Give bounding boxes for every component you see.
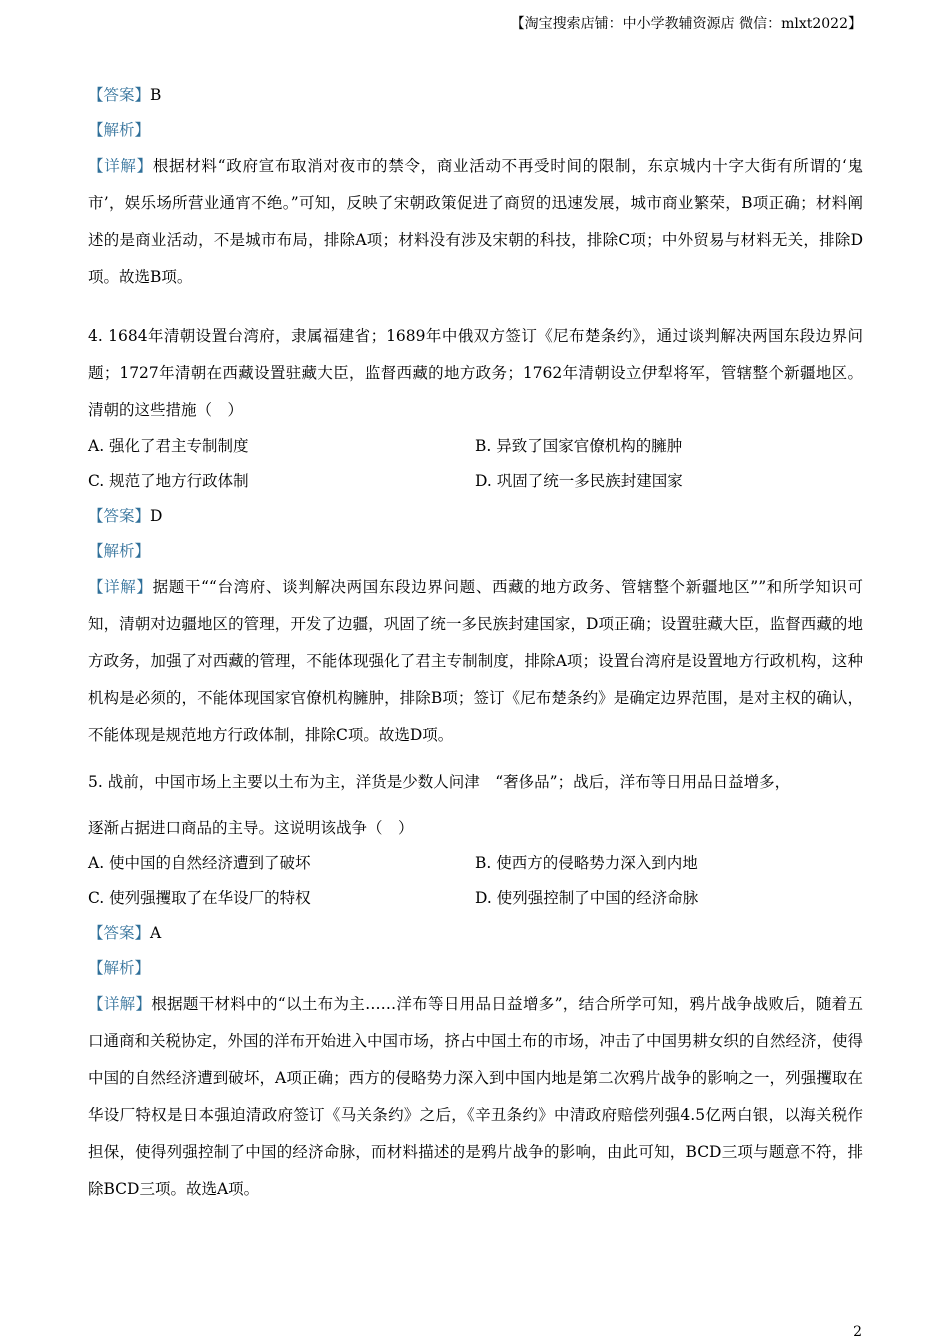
q5-stem-line-1: 5. 战前，中国市场上主要以土布为主，洋货是少数人问津 “奢侈品”；战后，洋布等日用品日益增多， (88, 773, 791, 791)
document-body (88, 78, 863, 1208)
q5-option-c: C. 使列强攫取了在华设厂的特权 (88, 889, 311, 907)
q4-option-b: B. 异致了国家官僚机构的臃肿 (475, 437, 683, 455)
q5-stem-line-2: 逐渐占据进口商品的主导。这说明该战争（ ） (88, 819, 414, 837)
answer-tag: 【答案】 (88, 507, 151, 525)
q4-stem: 4. 1684年清朝设置台湾府，隶属福建省；1689年中俄双方签订《尼布楚条约》，通过谈判解决两国东段边界问题；1727年清朝在西藏设置驻藏大臣，监督西藏的地方政务；1762年清朝设立伊犁将军，管辖整个新疆地区。清朝的这些措施（ ） (88, 327, 863, 419)
q4-option-c: C. 规范了地方行政体制 (88, 472, 249, 490)
q4-options-row-1 (88, 429, 863, 464)
detail-text: 根据题干材料中的“以土布为主……洋布等日用品日益增多”，结合所学可知，鸦片战争战败后，随着五口通商和关税协定，外国的洋布开始进入中国市场，挤占中国土布的市场，冲击了中国男耕女织的自然经济，使得中国的自然经济遭到破坏，A项正确；西方的侵略势力深入到中国内地是第二次鸦片战争的影响之一，列强攫取在华设厂特权是日本强迫清政府签订《马关条约》之后，《辛丑条约》中清政府赔偿列强4.5亿两白银，以海关税作担保，使得列强控制了中国的经济命脉，而材料描述的是鸦片战争的影响，由此可知，BCD三项与题意不符，排除BCD三项。故选A项。 (88, 995, 864, 1198)
detail-tag: 【详解】 (88, 995, 152, 1013)
detail-text: 根据材料“政府宣布取消对夜市的禁令，商业活动不再受时间的限制，东京城内十字大街有所谓的‘鬼市’，娱乐场所营业通宵不绝。”可知，反映了宋朝政策促进了商贸的迅速发展，城市商业繁荣，B项正确；材料阐述的是商业活动，不是城市布局，排除A项；材料没有涉及宋朝的科技，排除C项；中外贸易与材料无关，排除D项。故选B项。 (88, 157, 863, 286)
q3-detail (88, 148, 863, 296)
detail-tag: 【详解】 (88, 578, 153, 596)
q5-option-d: D. 使列强控制了中国的经济命脉 (475, 889, 699, 907)
q4-answer (88, 499, 863, 534)
answer-value: D (150, 507, 163, 525)
q4-option-d: D. 巩固了统一多民族封建国家 (475, 472, 683, 490)
q3-analysis-heading (88, 113, 863, 148)
q5-detail (88, 986, 863, 1208)
detail-tag: 【详解】 (88, 157, 153, 175)
page-header: 【淘宝搜索店铺：中小学教辅资源店 微信：mlxt2022】 (510, 16, 862, 32)
detail-text: 据题干““台湾府、谈判解决两国东段边界问题、西藏的地方政务、管辖整个新疆地区””和所学知识可知，清朝对边疆地区的管理，开发了边疆，巩固了统一多民族封建国家，D项正确；设置驻藏大臣，监督西藏的地方政务，加强了对西藏的管理，不能体现强化了君主专制制度，排除A项；设置台湾府是设置地方行政机构，这种机构是必须的，不能体现国家官僚机构臃肿，排除B项；签订《尼布楚条约》是确定边界范围，是对主权的确认，不能体现是规范地方行政体制，排除C项。故选D项。 (88, 578, 863, 744)
answer-value: A (150, 924, 162, 942)
q5-analysis-heading (88, 951, 863, 986)
q5-answer (88, 916, 863, 951)
q4-options-row-2 (88, 464, 863, 499)
q4-detail (88, 569, 863, 754)
answer-value: B (150, 86, 162, 104)
q3-answer (88, 78, 863, 113)
q5-options-row-1 (88, 846, 863, 881)
q5-option-a: A. 使中国的自然经济遭到了破坏 (88, 854, 311, 872)
page-number: 2 (853, 1324, 862, 1340)
q4-analysis-heading (88, 534, 863, 569)
analysis-tag: 【解析】 (88, 121, 151, 139)
answer-tag: 【答案】 (88, 924, 151, 942)
q5-options-row-2 (88, 881, 863, 916)
answer-tag: 【答案】 (88, 86, 151, 104)
q5-option-b: B. 使西方的侵略势力深入到内地 (475, 854, 698, 872)
analysis-tag: 【解析】 (88, 959, 151, 977)
analysis-tag: 【解析】 (88, 542, 151, 560)
q4-option-a: A. 强化了君主专制制度 (88, 437, 249, 455)
